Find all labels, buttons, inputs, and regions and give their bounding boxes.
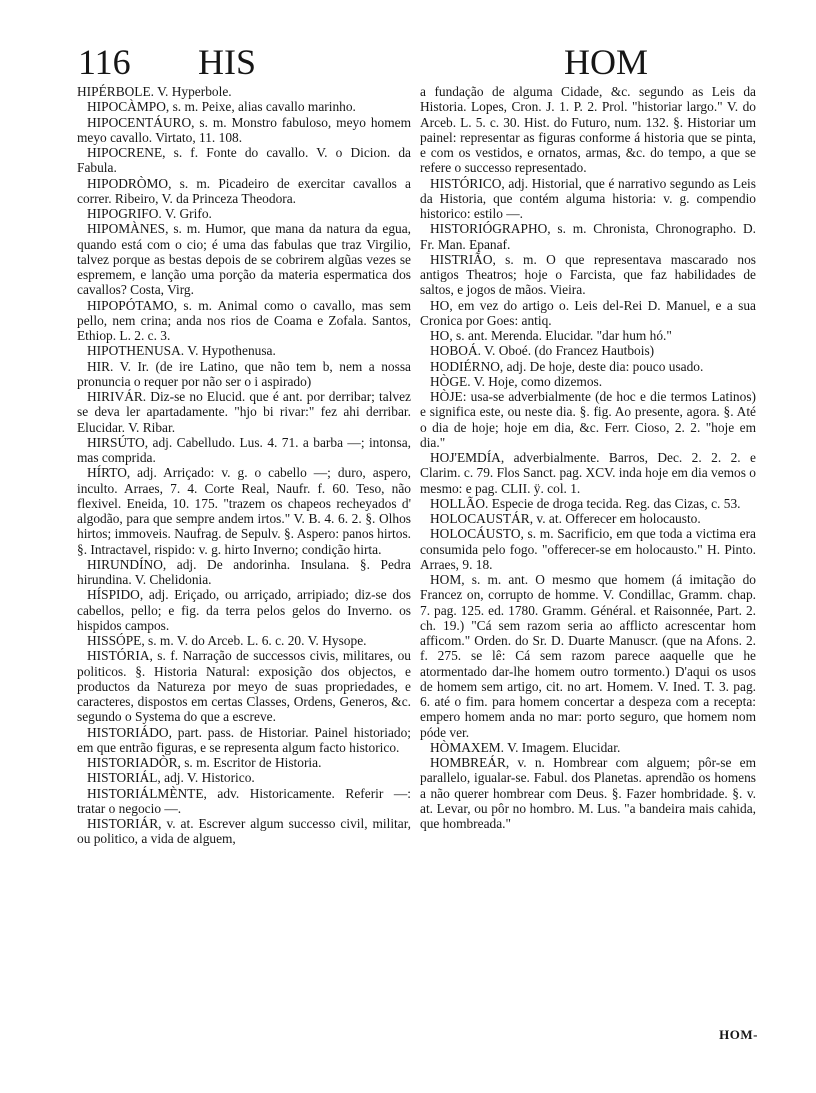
entry: HISTORIÓGRAPHO, s. m. Chronista, Chronographo. D. Fr. Man. Epanaf. (420, 221, 756, 252)
page-number: 116 (78, 42, 131, 82)
entry: HIPOCENTÁURO, s. m. Monstro fabuloso, meyo homem meyo cavallo. Virtato, 11. 108. (77, 114, 411, 145)
entry: HIPOTHENUSA. V. Hypothenusa. (87, 343, 276, 359)
entry: HODIÉRNO, adj. De hoje, deste dia: pouco usado. (430, 358, 704, 374)
entry: HIRUNDÍNO, adj. De andorinha. Insulana. §. Pedra hirundina. V. Chelidonia. (77, 556, 411, 587)
entry: HISTRIÃO, s. m. O que representava mascarado nos antigos Theatros; hoje o Farcista, que faz habilidades de saltos, e jogos de mãos. Vieira. (420, 251, 756, 298)
entry: HISTÓRIA, s. f. Narração de successos civis, militares, ou politicos. §. Historia Natural: exposição dos objectos, e productos da Natureza por meyo de suas propriedades, e caracteres, dispostos em certas Classes, Ordens, Generos, &c. segundo o Systema do que a escreve. (77, 648, 411, 725)
entry: HISSÓPE, s. m. V. do Arceb. L. 6. c. 20. V. Hysope. (87, 633, 367, 648)
entry: HO, em vez do artigo o. Leis del-Rei D. Manuel, e a sua Cronica por Goes: antiq. (420, 297, 756, 328)
entry: HIPOMÀNES, s. m. Humor, que mana da natura da egua, quando está com o cio; é uma das fabulas que traz Virgilio, talvez porque as bestas depois de se cobrirem algũas vezes se espremem, e lanção uma porção da materia espermatica dos cavallos? Costa, Virg. (77, 221, 411, 298)
entry: HISTÓRICO, adj. Historial, que é narrativo segundo as Leis da Historia, que contém alguma historia: v. g. compendio historico: estilo —. (420, 175, 756, 221)
entry: HIPOGRIFO. V. Grifo. (87, 206, 212, 221)
entry: HOBOÁ. V. Oboé. (do Francez Hautbois) (430, 343, 655, 359)
entry: HO, s. ant. Merenda. Elucidar. "dar hum hó." (430, 328, 672, 343)
entry: HIPOCRENE, s. f. Fonte do cavallo. V. o Dicion. da Fabula. (77, 145, 411, 176)
entry: HIPODRÒMO, s. m. Picadeiro de exercitar cavallos a correr. Ribeiro, V. da Princeza Theodora. (77, 175, 411, 206)
entry: HOMBREÁR, v. n. Hombrear com alguem; pôr-se em parallelo, igualar-se. Fabul. dos Planetas. aprendão os homens a não querer hombrear com Deus. §. Fazer hombridade. §. v. at. Levar, ou pôr no hombro. M. Lus. "a bandeira mais cahida, que hombreada." (420, 755, 756, 831)
entry: HIPOPÓTAMO, s. m. Animal como o cavallo, mas sem pello, nem crina; anda nos rios de Coama e Zofala. Santos, Ethiop. L. 2. c. 3. (77, 297, 411, 343)
left-column (77, 84, 411, 847)
entry: HIPOCÀMPO, s. m. Peixe, alias cavallo marinho. (87, 99, 356, 115)
entry: HOM, s. m. ant. O mesmo que homem (á imitação do Francez on, corrupto de homme. V. Condillac, Gramm. chap. 7. pag. 125. ed. 1780. Gramm. Général. et Raisonnée, Part. 2. ch. 19.) "Cá sem razom seria ao afflicto acrescentar hom afficom." Orden. do Sr. D. Duarte Manuscr. (que na Afons. 2. f. 275. se lê: Cá sem razom parece aaquelle que he atormentado dar-lhe homem outro tormento.) D'aqui os usos de homem sem artigo, cit. no art. Homem. V. Ined. T. 3. pag. 6. até o fim. para homem concertar a despeza com a recepta: empero homem anda no mar: porto seguro, que homem nom póde ver. (420, 572, 756, 740)
entry: HOLOCAUSTÁR, v. at. Offerecer em holocausto. (430, 511, 701, 526)
entry: HISTORIÁDO, part. pass. de Historiar. Painel historiado; em que entrão figuras, e se representa algum facto historico. (77, 724, 411, 755)
left-running-head: HIS (198, 42, 257, 82)
entry: HISTORIADÒR, s. m. Escritor de Historia. (87, 755, 322, 770)
entry: HISTORIÁR, v. at. Escrever algum successo civil, militar, ou politico, a vida de alguem, (77, 816, 411, 847)
entry: HOLOCÁUSTO, s. m. Sacrificio, em que toda a victima era consumida pelo fogo. "offerecer-se em holocausto." H. Pinto. Arraes, 9. 18. (420, 526, 756, 572)
entry: HIPÉRBOLE. V. Hyperbole. (77, 84, 232, 99)
entry: HÍRTO, adj. Arriçado: v. g. o cabello —; duro, aspero, inculto. Arraes, 7. 4. Corte Real, Naufr. f. 60. Teso, não flexivel. Eneida, 10. 175. "trazem os chapeos recheyados d' algodão, para que sempre andem irtos." V. B. 4. 6. 2. §. Olhos hirtos; immoveis. Naufrag. de Sepulv. §. Aspero: panos hirtos. §. Intractavel, rispido: v. g. hirto Inverno; condição hirta. (77, 465, 411, 557)
entry: HÍSPIDO, adj. Eriçado, ou arriçado, arripiado; diz-se dos cabellos, pello; e fig. da terra pelos gelos do Inverno. os hispidos campos. (77, 587, 411, 633)
catchword: HOM- (719, 1027, 758, 1042)
entry: HÒGE. V. Hoje, como dizemos. (430, 373, 603, 389)
entry-continuation: a fundação de alguma Cidade, &c. segundo as Leis da Historia. Lopes, Cron. J. 1. P. 2. Prol. "historiar largo." V. do Arceb. L. 5. c. 30. Hist. do Futuro, num. 132. §. Historiar um painel: representar as figuras conforme á historia que se pinta, e com os vestidos, e ornatos, armas, &c. do tempo, a que se refere o successo representado. (420, 84, 756, 176)
entry: HISTORIÁL, adj. V. Historico. (87, 770, 255, 786)
entry: HOLLÃO. Especie de droga tecida. Reg. das Cizas, c. 53. (430, 495, 741, 511)
entry: HÒMAXEM. V. Imagem. Elucidar. (430, 739, 621, 755)
entry: HIRIVÁR. Diz-se no Elucid. que é ant. por derribar; talvez se deva ler apartadamente. "hjo bi rivar:" fez ahi derribar. Elucidar. V. Ribar. (77, 389, 411, 435)
entry: HÒJE: usa-se adverbialmente (de hoc e die termos Latinos) e significa este, ou neste dia. §. fig. Ao presente, agora. §. Até o dia de hoje; hoje em dia, &c. Ferr. Cioso, 2. 2. "hoje em dia." (420, 389, 756, 450)
entry: HOJ'EMDÍA, adverbialmente. Barros, Dec. 2. 2. 2. e Clarim. c. 79. Flos Sanct. pag. XCV. inda hoje em dia vemos o mesmo: e pag. CLII. ÿ. col. 1. (420, 450, 756, 496)
entry: HIRSÚTO, adj. Cabelludo. Lus. 4. 71. a barba —; intonsa, mas comprida. (77, 434, 411, 465)
right-running-head: HOM (564, 42, 649, 82)
entry: HIR. V. Ir. (de ire Latino, que não tem b, nem a nossa pronuncia o requer por não ser o i aspirado) (77, 358, 411, 389)
right-column (420, 84, 756, 831)
entry: HISTORIÁLMÈNTE, adv. Historicamente. Referir —: tratar o negocio —. (77, 785, 411, 816)
